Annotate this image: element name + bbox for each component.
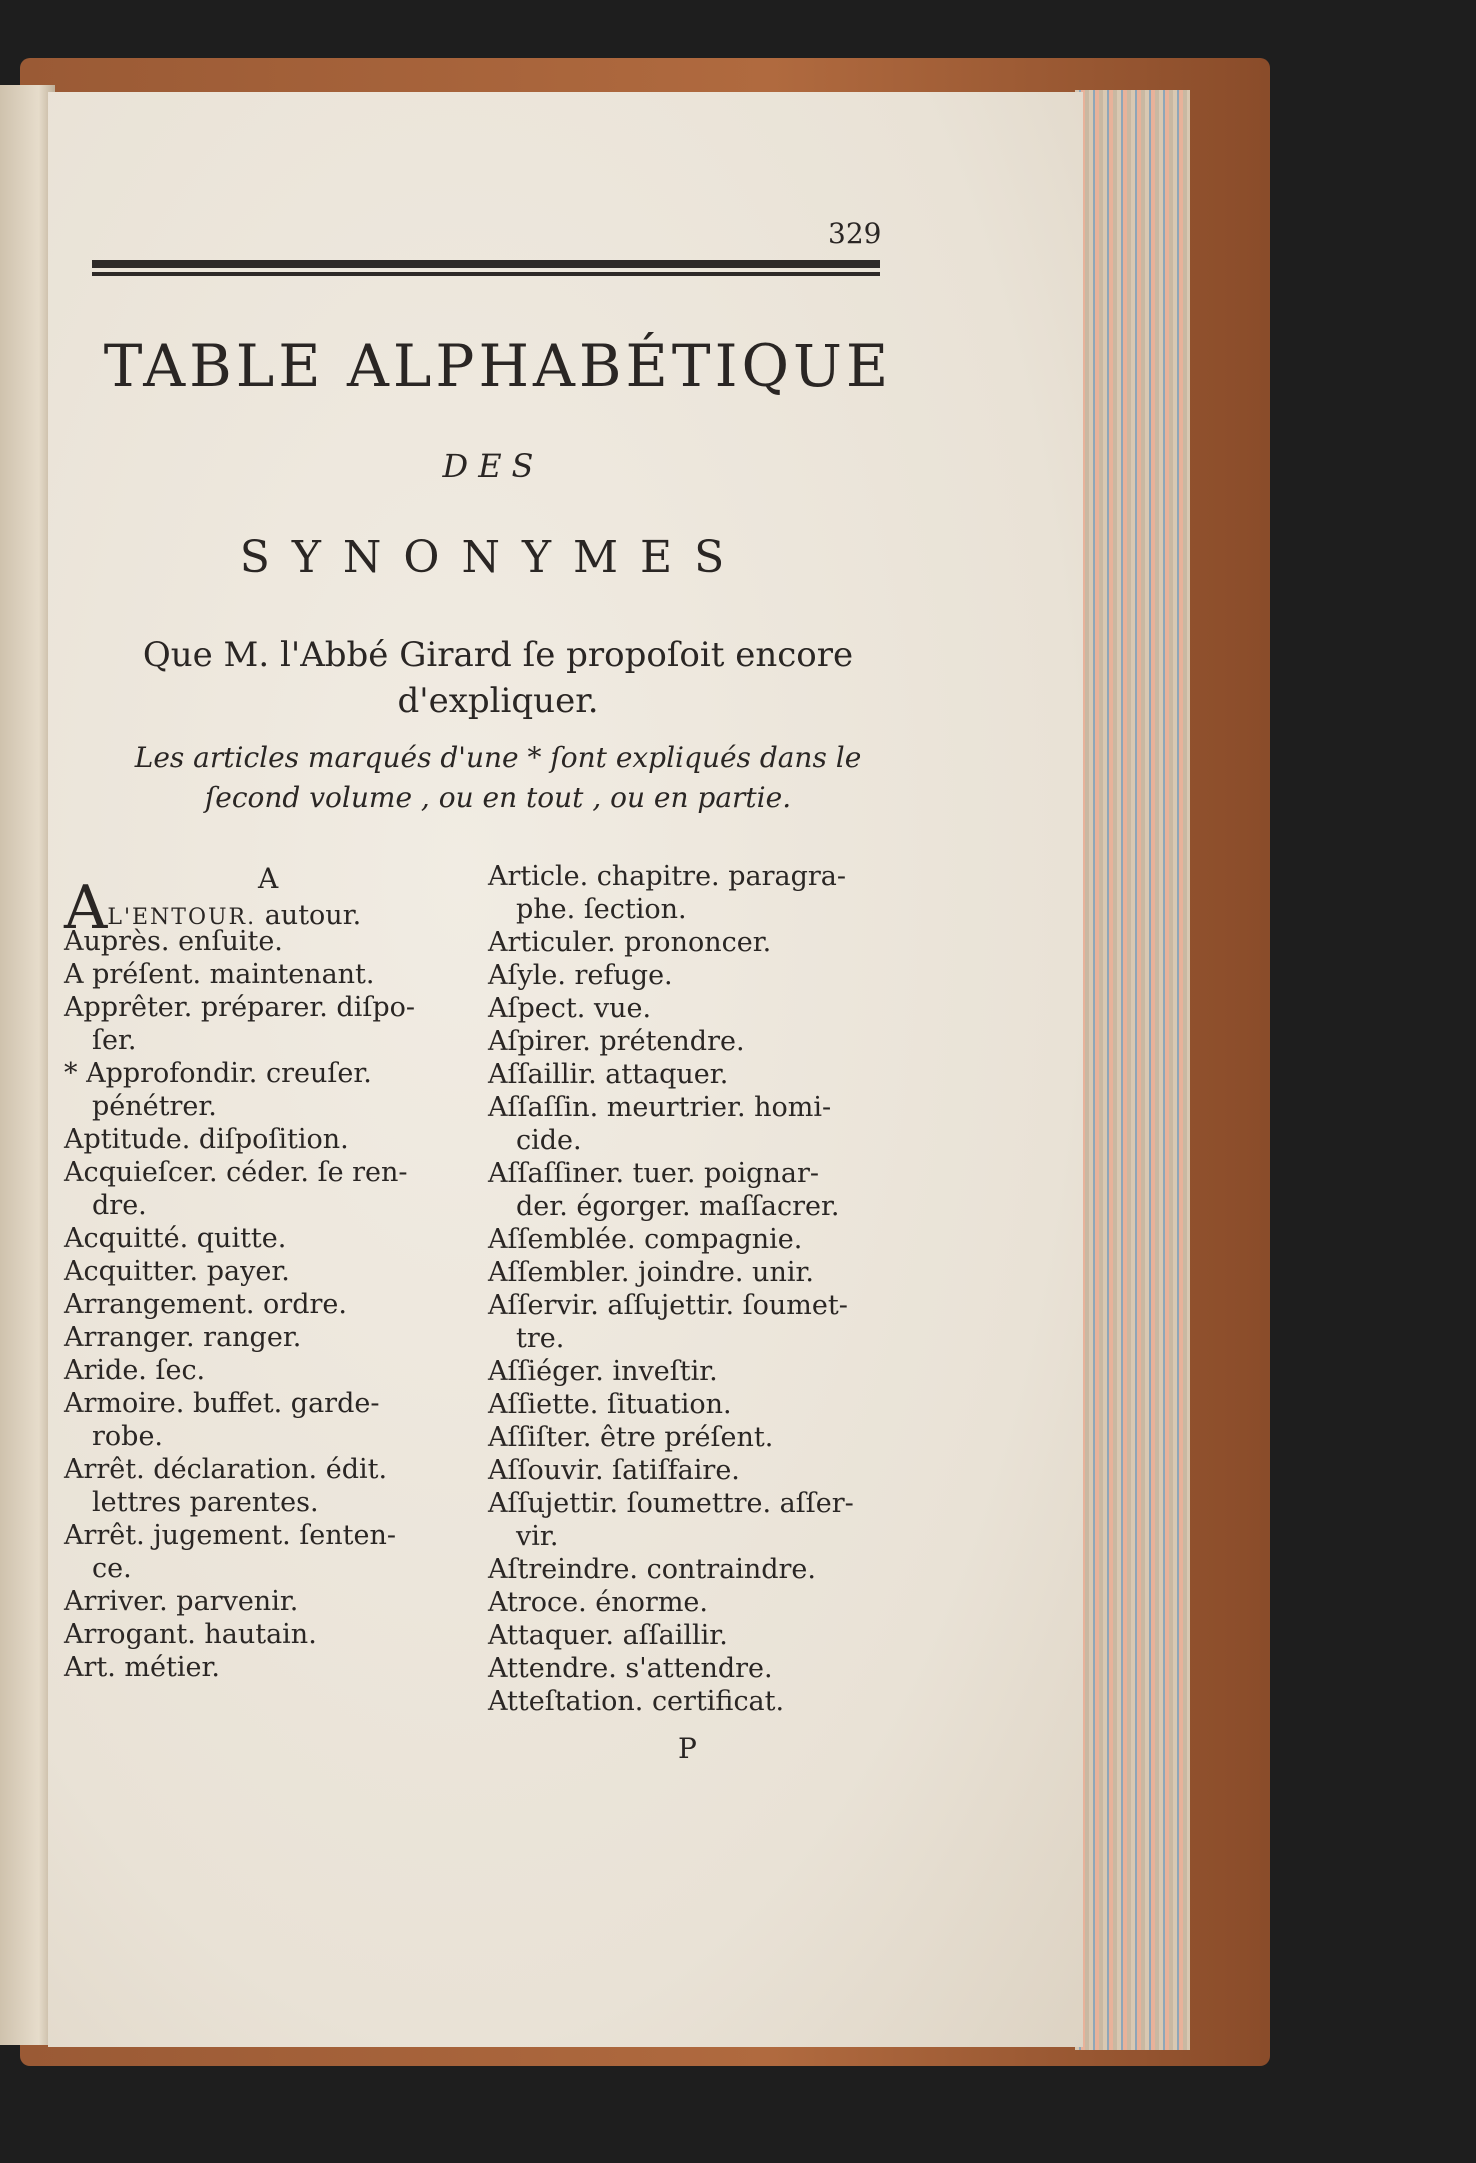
index-entry-line: Article. chapitre. paragra- — [488, 861, 847, 892]
index-entry-line: Aſſouvir. ſatiſfaire. — [488, 1455, 740, 1486]
first-entry-rest: autour. — [256, 900, 362, 931]
index-entry-line: Acquitter. payer. — [64, 1256, 290, 1287]
index-entry-line: Aſſaillir. attaquer. — [488, 1059, 729, 1090]
index-entry-line: Aſſervir. aſſujettir. ſoumet- — [488, 1290, 848, 1321]
column-left-list — [64, 925, 484, 1684]
index-entry-line: Atteſtation. certificat. — [488, 1686, 785, 1717]
title-synonymes: SYNONYMES — [239, 532, 747, 583]
index-entry-line: dre. — [92, 1190, 147, 1221]
index-entry-line: Arrangement. ordre. — [64, 1289, 347, 1320]
index-entry-line: Acquitté. quitte. — [64, 1223, 287, 1254]
index-entry-line: pénétrer. — [92, 1091, 217, 1122]
subtitle-line-1: Que M. l'Abbé Girard ſe propoſoit encore — [142, 635, 854, 675]
index-entry-line: A préſent. maintenant. — [64, 959, 375, 990]
note-line-1: Les articles marqués d'une * ſont expliqués dans le — [134, 741, 862, 774]
book-page — [48, 92, 1083, 2047]
index-entry-line: Aſſembler. joindre. unir. — [488, 1257, 814, 1288]
index-entry-line: Art. métier. — [64, 1652, 220, 1683]
index-entry-line: tre. — [516, 1323, 565, 1354]
index-entry-line: Acquieſcer. céder. ſe ren- — [64, 1157, 408, 1188]
index-entry-line: lettres parentes. — [92, 1487, 319, 1518]
page-number: 329 — [828, 217, 882, 250]
subtitle — [48, 632, 948, 724]
facing-page-edge — [0, 85, 55, 2045]
index-entry-line: Atroce. énorme. — [488, 1587, 708, 1618]
index-entry-line: Aſyle. refuge. — [488, 960, 673, 991]
index-entry-line: Aſtreindre. contraindre. — [488, 1554, 816, 1585]
index-entry-line: Arrogant. hautain. — [64, 1619, 317, 1650]
index-entry-line: Aſſaſſiner. tuer. poignar- — [488, 1158, 819, 1189]
drop-initial: A — [64, 873, 108, 943]
index-entry-line: Aſpect. vue. — [488, 993, 652, 1024]
index-entry-line: Attaquer. aſſaillir. — [488, 1620, 728, 1651]
index-entry-line: robe. — [92, 1421, 164, 1452]
index-entry-line: phe. ſection. — [516, 894, 687, 925]
page-title: TABLE ALPHABÉTIQUE — [103, 332, 893, 400]
column-right — [488, 860, 928, 1718]
page-edges — [1075, 90, 1190, 2050]
index-entry-line: ce. — [92, 1553, 132, 1584]
first-entry-head: L'ENTOUR. — [107, 905, 257, 930]
index-entry-line: Aptitude. diſpoſition. — [64, 1124, 349, 1155]
index-entry-line: Auprès. enſuite. — [64, 926, 283, 957]
index-entry-line: Aſpirer. prétendre. — [488, 1026, 745, 1057]
index-entry-line: Arrêt. jugement. ſenten- — [64, 1520, 397, 1551]
index-entry-line: Arriver. parvenir. — [64, 1586, 299, 1617]
index-entry-line: * Approfondir. creuſer. — [64, 1058, 372, 1089]
index-entry-line: Aſſaſſin. meurtrier. homi- — [488, 1092, 832, 1123]
index-entry-line: cide. — [516, 1125, 582, 1156]
header-rule — [92, 260, 880, 280]
index-entry-line: Aſſiette. ſituation. — [488, 1389, 732, 1420]
column-left — [64, 842, 484, 1684]
index-entry-line: ſer. — [92, 1025, 137, 1056]
index-entry-line: Attendre. s'attendre. — [488, 1653, 773, 1684]
index-entry-line: Armoire. buffet. garde- — [64, 1388, 380, 1419]
index-entry-line: Articuler. prononcer. — [488, 927, 772, 958]
column-right-list — [488, 860, 928, 1718]
title-des: DES — [442, 447, 544, 485]
note-line-2: ſecond volume , ou en tout , ou en partie. — [204, 781, 792, 814]
index-entry-line: Arranger. ranger. — [64, 1322, 302, 1353]
index-entry-line: Arrêt. déclaration. édit. — [64, 1454, 388, 1485]
note — [48, 738, 948, 818]
index-entry-line: Aſſiſter. être préſent. — [488, 1422, 774, 1453]
catchword: P — [678, 1732, 697, 1765]
index-entry-line: Aſſiéger. inveſtir. — [488, 1356, 718, 1387]
index-entry-line: Apprêter. préparer. diſpo- — [64, 992, 415, 1023]
index-entry-line: Aſſemblée. compagnie. — [488, 1224, 803, 1255]
index-entry-line: Aſſujettir. ſoumettre. aſſer- — [488, 1488, 854, 1519]
index-entry-line: Aride. ſec. — [64, 1355, 206, 1386]
index-entry-line: vir. — [516, 1521, 559, 1552]
index-entry-line: der. égorger. maſſacrer. — [516, 1191, 840, 1222]
subtitle-line-2: d'expliquer. — [397, 681, 599, 721]
section-letter: A — [258, 862, 279, 895]
